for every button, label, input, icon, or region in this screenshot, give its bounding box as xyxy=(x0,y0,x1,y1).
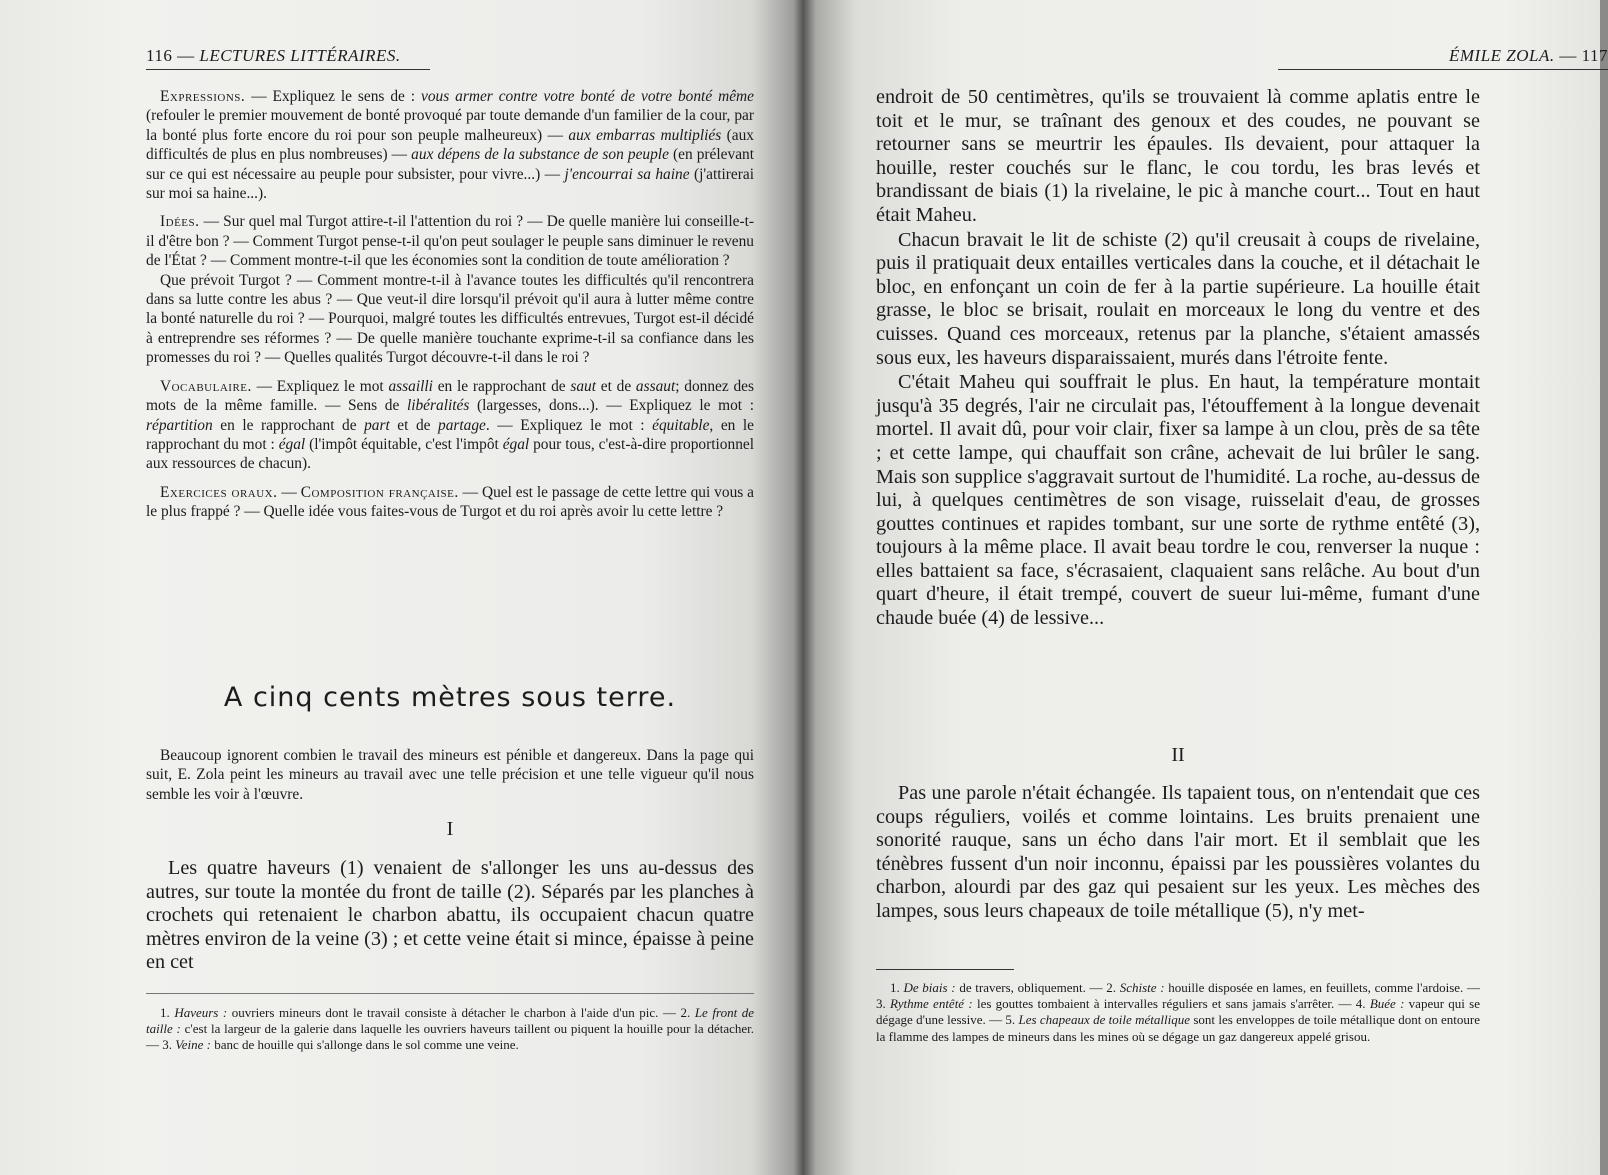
body-paragraph: Les quatre haveurs (1) venaient de s'allonger les uns au-dessus des autres, sur toute la montée du front de taille (2). Séparés par les planches à crochets qui retenaient le charbon abattu, ils occupaient chacun quatre mètres environ de la veine (3) ; et cette veine était si mince, épaisse à peine en cet xyxy=(146,857,754,974)
vocab-word: libéralités xyxy=(406,397,470,415)
expressions-label: Expressions. xyxy=(160,88,246,105)
body-paragraph: endroit de 50 centimètres, qu'ils se trouvaient là comme aplatis entre le toit et le mur, se traînant des genoux et des coudes, ne pouvant se retourner sans se meurtrir les épaules. Ils devaient, pour attaquer la houille, rester couchés sur le flanc, le cou tordu, les bras levés et brandissant de biais (1) la rivelaine, le pic à manche court... Tout en haut était Maheu. xyxy=(876,86,1480,226)
left-footnotes xyxy=(146,1005,754,1054)
footnote-definition: sont les enveloppes de toile métallique dont on entoure la flamme des lampes de mineurs dans les mines où se dégage un gaz dangereux appelé grisou. xyxy=(876,1012,1480,1044)
intro-text: Beaucoup ignorent combien le travail des mineurs est pénible et dangereux. Dans la page qui suit, E. Zola peint les mineurs au travail avec une telle précision et une telle vigueur qu'il nous semble les voir à l'œuvre. xyxy=(146,747,754,803)
expressions-quote: vous armer contre votre bonté de votre bonté même xyxy=(421,88,754,105)
footnote-term: Le front de taille : xyxy=(146,1005,755,1037)
exercices-label: Exercices oraux. xyxy=(160,483,278,501)
exercises-block xyxy=(146,87,754,531)
idees-text: — Sur quel mal Turgot attire-t-il l'attention du roi ? — De quelle manière lui conseille-t-il d'être bon ? — Comment Turgot pense-t-il qu'on peut soulager le peuple sans diminuer le revenu de l'État ? — Comment montre-t-il que les économies sont la condition de toute amélioration ? xyxy=(146,213,754,270)
footnote-term: Les chapeaux de toile métallique xyxy=(1018,1012,1190,1028)
expressions-quote: aux embarras multipliés xyxy=(568,126,722,144)
section-number-one: I xyxy=(446,818,454,840)
idees-label: Idées. xyxy=(160,213,200,231)
expressions-text: (j'attirerai sur moi sa haine...). xyxy=(146,165,754,203)
vocab-text: en le rapprochant de xyxy=(432,377,571,395)
right-header-title: ÉMILE ZOLA. xyxy=(1449,46,1555,65)
footnote-term: Buée : xyxy=(1369,996,1405,1012)
left-footnote-text xyxy=(146,1005,754,1054)
vocab-text: — Expliquez le mot xyxy=(251,377,389,395)
right-footnotes xyxy=(876,980,1480,1045)
vocab-text: pour tous, c'est-à-dire proportionnel aux ressources de chacun). xyxy=(146,435,754,473)
vocabulaire-paragraph xyxy=(146,377,754,474)
vocab-word: équitable xyxy=(652,416,710,434)
right-page xyxy=(800,0,1608,1175)
vocab-word: partage xyxy=(438,416,486,434)
right-header-dash: — xyxy=(1559,46,1577,65)
footnote-term: Veine : xyxy=(175,1037,211,1053)
footnote-number: 1. xyxy=(890,980,904,995)
vocab-text: et de xyxy=(389,416,439,434)
right-footnote-text xyxy=(876,980,1480,1045)
left-footnote-rule xyxy=(146,993,754,994)
footnote-definition: de travers, obliquement. — 2. xyxy=(955,980,1120,995)
vocab-text: (largesses, dons...). — Expliquez le mot : xyxy=(469,397,754,415)
left-page xyxy=(0,0,800,1175)
right-body-top xyxy=(876,86,1480,632)
right-page-number: 117 xyxy=(1581,46,1608,65)
expressions-text: (refouler le premier mouvement de bonté provoqué par toute demande d'un familier de la cour, par la bonté plus forte encore du roi pour son peuple malheureux) — xyxy=(146,107,754,144)
left-running-head xyxy=(146,46,430,70)
footnote-number: 1. xyxy=(160,1005,175,1020)
right-running-head xyxy=(1278,46,1608,70)
left-header-dash: — xyxy=(177,46,195,65)
footnote-term: Haveurs : xyxy=(174,1005,228,1020)
exercices-dash: — xyxy=(277,483,301,501)
vocabulaire-label: Vocabulaire. xyxy=(160,377,252,395)
left-body xyxy=(146,857,754,976)
article-title: A cinq cents mètres sous terre. xyxy=(223,682,677,713)
right-body-bottom xyxy=(876,782,1480,925)
footnote-definition: houille disposée en lames, en feuillets, comme l'ardoise. — 3. xyxy=(876,980,1480,1012)
body-paragraph: C'était Maheu qui souffrait le plus. En haut, la température montait jusqu'à 35 degrés, l'air ne circulait pas, l'étouffement à la longue devenait mortel. Il avait dû, pour voir clair, fixer sa lampe à un clou, près de sa tête ; et cette lampe, qui chauffait son crâne, achevait de lui brûler le sang. Mais son supplice s'aggravait surtout de l'humidité. La roche, au-dessus de lui, à quelques centimètres de son visage, ruisselait d'eau, de grosses gouttes continues et rapides tombant, sur une sorte de rythme entêté (3), toujours à la même place. Il avait beau tordre le cou, renverser la nuque : elles battaient sa face, s'écrasaient, claquaient sans relâche. Au bout d'un quart d'heure, il était trempé, couvert de sueur lui-même, fumant d'une chaude buée (4) de lessive... xyxy=(876,371,1480,630)
section-number-two: II xyxy=(1171,744,1185,766)
footnote-definition: ouvriers mineurs dont le travail consiste à détacher le charbon à l'aide d'un pic. — 2. xyxy=(227,1005,695,1020)
right-footnote-rule xyxy=(876,969,1014,970)
vocab-word: assailli xyxy=(388,377,433,395)
article-intro xyxy=(146,746,754,813)
body-paragraph: Chacun bravait le lit de schiste (2) qu'il creusait à coups de rivelaine, puis il pratiquait deux entailles verticales dans la couche, et il détachait le bloc, en enfonçant un coin de fer à la partie supérieure. La houille était grasse, le bloc se brisait, roulait en morceaux le long du ventre et des cuisses. Quand ces morceaux, retenus par la planche, s'étaient amassés sous eux, les haveurs disparaissaient, murés dans l'étroite fente. xyxy=(876,228,1480,369)
vocab-word: saut xyxy=(570,377,597,395)
footnote-term: De biais : xyxy=(903,980,956,995)
exercices-paragraph xyxy=(146,483,754,522)
vocab-word: part xyxy=(364,416,390,434)
expressions-quote: aux dépens de la substance de son peuple xyxy=(411,146,669,164)
idees-paragraph-2 xyxy=(146,271,754,368)
vocab-word: assaut xyxy=(635,377,676,395)
idees-paragraph xyxy=(146,212,754,270)
vocab-word: égal xyxy=(502,435,530,453)
footnote-term: Rythme entêté : xyxy=(890,996,973,1012)
left-page-number: 116 xyxy=(146,46,173,65)
footnote-definition: vapeur qui se dégage d'une lessive. — 5. xyxy=(876,996,1481,1028)
vocab-word: répartition xyxy=(146,416,213,434)
expressions-text: (en prélevant sur ce qui est nécessaire au peuple pour subsister, pour vivre...) — xyxy=(146,146,754,183)
vocab-text: (l'impôt équitable, c'est l'impôt xyxy=(305,435,503,453)
vocab-text: ; donnez des mots de la même famille. — Sens de xyxy=(146,377,754,415)
vocab-text: et de xyxy=(596,377,636,395)
composition-label: Composition française. xyxy=(300,483,459,501)
expressions-text: — Expliquez le sens de : xyxy=(245,88,422,105)
exercices-text: — Quel est le passage de cette lettre qui vous a le plus frappé ? — Quelle idée vous faites-vous de Turgot et du roi après avoir lu cette lettre ? xyxy=(146,483,755,521)
footnote-definition: c'est la largeur de la galerie dans laquelle les ouvriers haveurs taillent ou piquent la houille pour la détacher. — 3. xyxy=(146,1021,755,1053)
vocab-word: égal xyxy=(278,435,306,453)
idees-text: Que prévoit Turgot ? — Comment montre-t-il à l'avance toutes les difficultés qu'il rencontrera dans sa lutte contre les abus ? — Que veut-il dire lorsqu'il prévoit qu'il aura à lutter même contre la bonté naturelle du roi ? — Pourquoi, malgré toutes les difficultés entrevues, Turgot est-il décidé à entreprendre ses réformes ? — De quelle manière touchante exprime-t-il sa confiance dans les promesses du roi ? — Quelles qualités Turgot découvre-t-il dans le roi ? xyxy=(146,271,754,367)
expressions-paragraph xyxy=(146,87,754,203)
vocab-text: en le rapprochant de xyxy=(212,416,365,434)
expressions-text: (aux difficultés de plus en plus nombreuses) — xyxy=(146,126,754,164)
footnote-definition: les gouttes tombaient à intervalles réguliers et sans jamais s'arrêter. — 4. xyxy=(972,996,1370,1012)
footnote-term: Schiste : xyxy=(1119,980,1165,995)
footnote-definition: banc de houille qui s'allonge dans le sol comme une veine. xyxy=(210,1037,519,1053)
left-header-title: LECTURES LITTÉRAIRES. xyxy=(199,46,401,65)
expressions-quote: j'encourrai sa haine xyxy=(564,165,690,183)
body-paragraph: Pas une parole n'était échangée. Ils tapaient tous, on n'entendait que ces coups réguliers, voilés et comme lointains. Les bruits prenaient une sonorité rauque, sans un écho dans l'air mort. Et il semblait que les ténèbres fussent d'un noir inconnu, épaissi par les poussières volantes du charbon, alourdi par des gaz qui pesaient sur les yeux. Les mèches des lampes, sous leurs chapeaux de toile métallique (5), n'y met- xyxy=(876,782,1480,922)
vocab-text: , en le rapprochant du mot : xyxy=(146,416,754,453)
vocab-text: . — Expliquez le mot : xyxy=(485,416,653,434)
